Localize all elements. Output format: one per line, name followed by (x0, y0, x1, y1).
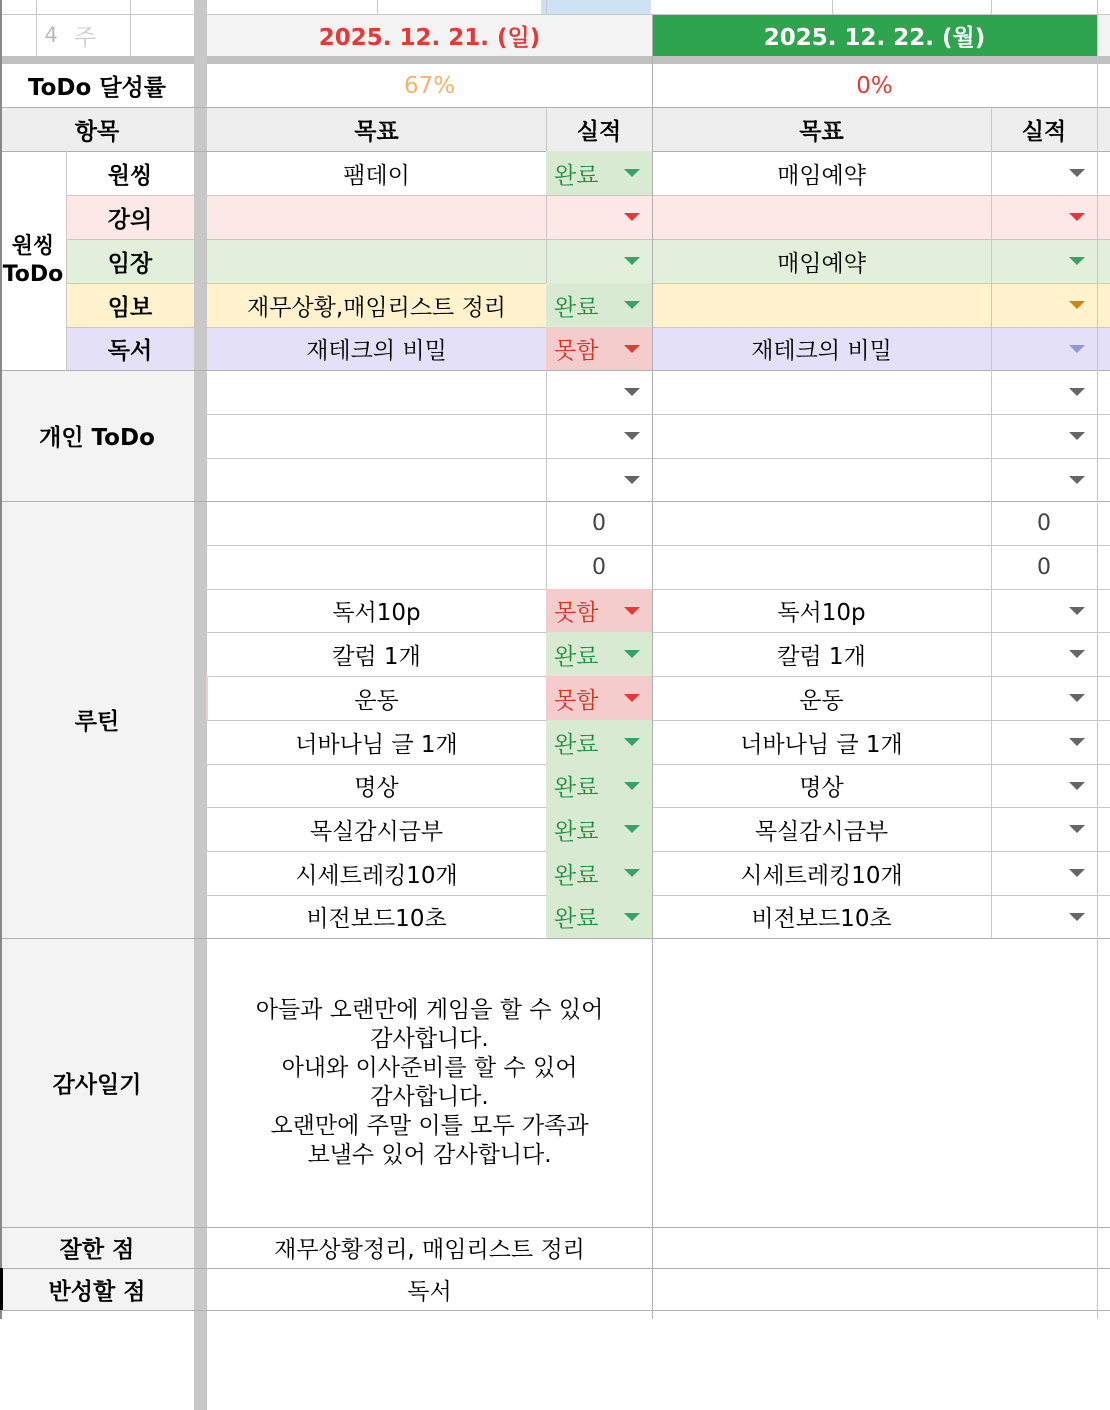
goal-cell[interactable]: 재테크의 비밀 (751, 338, 892, 364)
grid-line (130, 0, 131, 56)
routine-goal-cell[interactable]: 목실감시금부 (754, 818, 889, 845)
date-monday: 2025. 12. 22. (월) (763, 24, 986, 51)
result-dropdown[interactable] (546, 283, 652, 327)
dropdown-arrow-icon[interactable] (1069, 825, 1085, 833)
dropdown-arrow-icon[interactable] (624, 607, 640, 615)
item-column-header: 항목 (74, 118, 120, 145)
result-dropdown[interactable] (991, 632, 1097, 676)
result-dropdown[interactable] (991, 807, 1097, 851)
dropdown-arrow-icon[interactable] (1069, 388, 1085, 396)
routine-goal-cell[interactable]: 운동 (799, 687, 844, 714)
result-dropdown[interactable] (546, 589, 652, 632)
dropdown-arrow-icon[interactable] (1069, 257, 1085, 265)
dropdown-arrow-icon[interactable] (624, 650, 640, 658)
grid-line (207, 458, 1110, 459)
diary-line: 보낼수 있어 감사합니다. (307, 1141, 552, 1168)
grid-line (1097, 0, 1098, 1319)
grid-line (207, 414, 1110, 415)
dropdown-arrow-icon[interactable] (624, 869, 640, 877)
grid-line (0, 1310, 1110, 1311)
routine-goal-cell[interactable]: 명상 (354, 775, 399, 801)
diary-line: 감사합니다. (370, 1083, 489, 1110)
routine-goal-cell[interactable]: 목실감시금부 (309, 818, 444, 845)
goal-cell[interactable]: 매임예약 (777, 250, 866, 277)
good-points-day1[interactable]: 재무상황정리, 매임리스트 정리 (274, 1237, 585, 1263)
result-dropdown[interactable] (546, 895, 652, 938)
result-value: 못함 (554, 687, 599, 714)
result-dropdown[interactable] (991, 589, 1097, 632)
result-dropdown[interactable] (991, 239, 1097, 283)
sourcing-row-label: 강의 (107, 206, 153, 233)
result-dropdown[interactable] (546, 195, 652, 239)
row-marker (206, 676, 208, 720)
result-dropdown[interactable] (991, 327, 1097, 370)
goal-column-header: 목표 (799, 118, 844, 145)
goal-cell[interactable]: 매임예약 (777, 162, 866, 189)
result-dropdown[interactable] (546, 851, 652, 895)
goal-column-header: 목표 (354, 118, 399, 145)
result-value: 완료 (554, 862, 599, 889)
result-dropdown[interactable] (546, 239, 652, 283)
diary-line: 아내와 이사준비를 할 수 있어 (281, 1054, 578, 1081)
result-value: 완료 (554, 906, 599, 932)
result-column-header: 실적 (1021, 118, 1067, 145)
routine-goal-cell[interactable]: 시세트레킹10개 (295, 862, 458, 889)
reflect-points-label: 반성할 점 (48, 1278, 146, 1305)
result-value: 완료 (554, 643, 599, 670)
result-dropdown[interactable] (546, 632, 652, 676)
routine-count: 0 (592, 510, 606, 536)
reflect-points-day1[interactable]: 독서 (407, 1278, 452, 1305)
result-value: 완료 (554, 294, 599, 321)
routine-goal-cell[interactable]: 칼럼 1개 (777, 643, 866, 670)
good-points-label: 잘한 점 (59, 1237, 135, 1263)
result-dropdown[interactable] (546, 327, 652, 370)
dropdown-arrow-icon[interactable] (624, 169, 640, 177)
routine-goal-cell[interactable]: 시세트레킹10개 (740, 862, 903, 889)
result-dropdown[interactable] (546, 764, 652, 807)
result-dropdown[interactable] (991, 676, 1097, 720)
dropdown-arrow-icon[interactable] (624, 432, 640, 440)
gratitude-diary-text[interactable] (207, 938, 652, 1227)
dropdown-arrow-icon[interactable] (1069, 345, 1085, 353)
result-column-header: 실적 (576, 118, 622, 145)
week-number: 4 (44, 23, 58, 47)
date-sunday: 2025. 12. 21. (일) (318, 24, 541, 51)
result-value: 못함 (554, 338, 599, 364)
grid-line (832, 0, 833, 14)
result-value: 완료 (554, 731, 599, 758)
routine-goal-cell[interactable]: 너바나님 글 1개 (295, 731, 458, 758)
extra-cell (1097, 14, 1110, 56)
routine-goal-cell[interactable]: 비전보드10초 (751, 906, 892, 932)
dropdown-arrow-icon[interactable] (1069, 301, 1085, 309)
dropdown-arrow-icon[interactable] (1069, 169, 1085, 177)
dropdown-arrow-icon[interactable] (1069, 738, 1085, 746)
result-dropdown[interactable] (991, 283, 1097, 327)
dropdown-arrow-icon[interactable] (1069, 913, 1085, 921)
result-value: 완료 (554, 818, 599, 845)
dropdown-arrow-icon[interactable] (1069, 607, 1085, 615)
routine-label: 루틴 (74, 709, 120, 735)
goal-cell[interactable] (207, 195, 546, 239)
dropdown-arrow-icon[interactable] (1069, 782, 1085, 790)
result-dropdown[interactable] (991, 764, 1097, 807)
week-label: 주 (73, 24, 97, 51)
dropdown-arrow-icon[interactable] (1069, 213, 1085, 221)
result-dropdown[interactable] (991, 414, 1097, 458)
result-value: 못함 (554, 600, 599, 626)
goal-cell[interactable]: 재무상황,매임리스트 정리 (246, 294, 507, 321)
grid-line (991, 0, 992, 14)
routine-goal-cell[interactable]: 비전보드10초 (306, 906, 447, 932)
sourcing-row-label: 임장 (107, 250, 153, 277)
routine-goal-cell[interactable]: 명상 (799, 775, 844, 801)
result-dropdown[interactable] (546, 370, 652, 414)
dropdown-arrow-icon[interactable] (624, 213, 640, 221)
dropdown-arrow-icon[interactable] (1069, 869, 1085, 877)
dropdown-arrow-icon[interactable] (624, 345, 640, 353)
todo-rate-label: ToDo 달성률 (28, 75, 166, 101)
result-dropdown[interactable] (546, 151, 652, 195)
result-dropdown[interactable] (546, 414, 652, 458)
grid-line (546, 0, 547, 14)
dropdown-arrow-icon[interactable] (624, 782, 640, 790)
dropdown-arrow-icon[interactable] (624, 913, 640, 921)
goal-cell[interactable] (207, 239, 546, 283)
sourcing-row-label: 원씽 (107, 162, 153, 189)
selected-cell-top (541, 0, 651, 14)
routine-count: 0 (1037, 510, 1051, 536)
result-dropdown[interactable] (991, 720, 1097, 764)
result-value: 완료 (554, 162, 599, 189)
goal-cell[interactable] (652, 195, 991, 239)
dropdown-arrow-icon[interactable] (624, 388, 640, 396)
result-dropdown[interactable] (546, 807, 652, 851)
dropdown-arrow-icon[interactable] (624, 694, 640, 702)
routine-goal-cell[interactable]: 너바나님 글 1개 (740, 731, 903, 758)
grid-line (377, 0, 378, 14)
row-marker (0, 1268, 3, 1310)
dropdown-arrow-icon[interactable] (624, 257, 640, 265)
routine-goal-cell[interactable]: 운동 (354, 687, 399, 714)
routine-goal-cell[interactable]: 칼럼 1개 (332, 643, 421, 670)
personal-todo-label: 개인 ToDo (39, 425, 155, 451)
result-dropdown[interactable] (991, 151, 1097, 195)
todo-rate-day2: 0% (856, 72, 893, 99)
todo-rate-day1: 67% (403, 72, 456, 99)
grid-line (36, 0, 37, 56)
dropdown-arrow-icon[interactable] (624, 738, 640, 746)
result-value: 완료 (554, 775, 599, 801)
result-dropdown[interactable] (546, 720, 652, 764)
sourcing-row-label: 임보 (107, 294, 153, 321)
result-dropdown[interactable] (991, 851, 1097, 895)
diary-line: 오랜만에 주말 이틀 모두 가족과 (270, 1112, 589, 1139)
result-dropdown[interactable] (991, 895, 1097, 938)
result-dropdown[interactable] (991, 458, 1097, 501)
dropdown-arrow-icon[interactable] (1069, 694, 1085, 702)
diary-line: 아들과 오랜만에 게임을 할 수 있어 (255, 996, 604, 1023)
sourcing-row-label: 독서 (107, 338, 153, 364)
grid-line (207, 545, 1110, 546)
frozen-row-divider (0, 56, 1110, 64)
goal-cell[interactable] (652, 283, 991, 327)
gratitude-diary-label: 감사일기 (52, 1072, 142, 1098)
routine-count: 0 (1037, 554, 1051, 580)
result-dropdown[interactable] (546, 458, 652, 501)
onething-todo-group-label: 원씽 ToDo (2, 233, 64, 287)
result-dropdown[interactable] (991, 370, 1097, 414)
dropdown-arrow-icon[interactable] (624, 301, 640, 309)
dropdown-arrow-icon[interactable] (1069, 432, 1085, 440)
goal-cell[interactable]: 팸데이 (343, 162, 410, 189)
result-dropdown[interactable] (991, 195, 1097, 239)
diary-line: 감사합니다. (370, 1025, 489, 1052)
routine-goal-cell[interactable]: 독서10p (777, 600, 866, 626)
dropdown-arrow-icon[interactable] (1069, 476, 1085, 484)
dropdown-arrow-icon[interactable] (624, 825, 640, 833)
routine-goal-cell[interactable]: 독서10p (332, 600, 421, 626)
goal-cell[interactable]: 재테크의 비밀 (306, 338, 447, 364)
dropdown-arrow-icon[interactable] (1069, 650, 1085, 658)
routine-count: 0 (592, 554, 606, 580)
result-dropdown[interactable] (546, 676, 652, 720)
dropdown-arrow-icon[interactable] (624, 476, 640, 484)
